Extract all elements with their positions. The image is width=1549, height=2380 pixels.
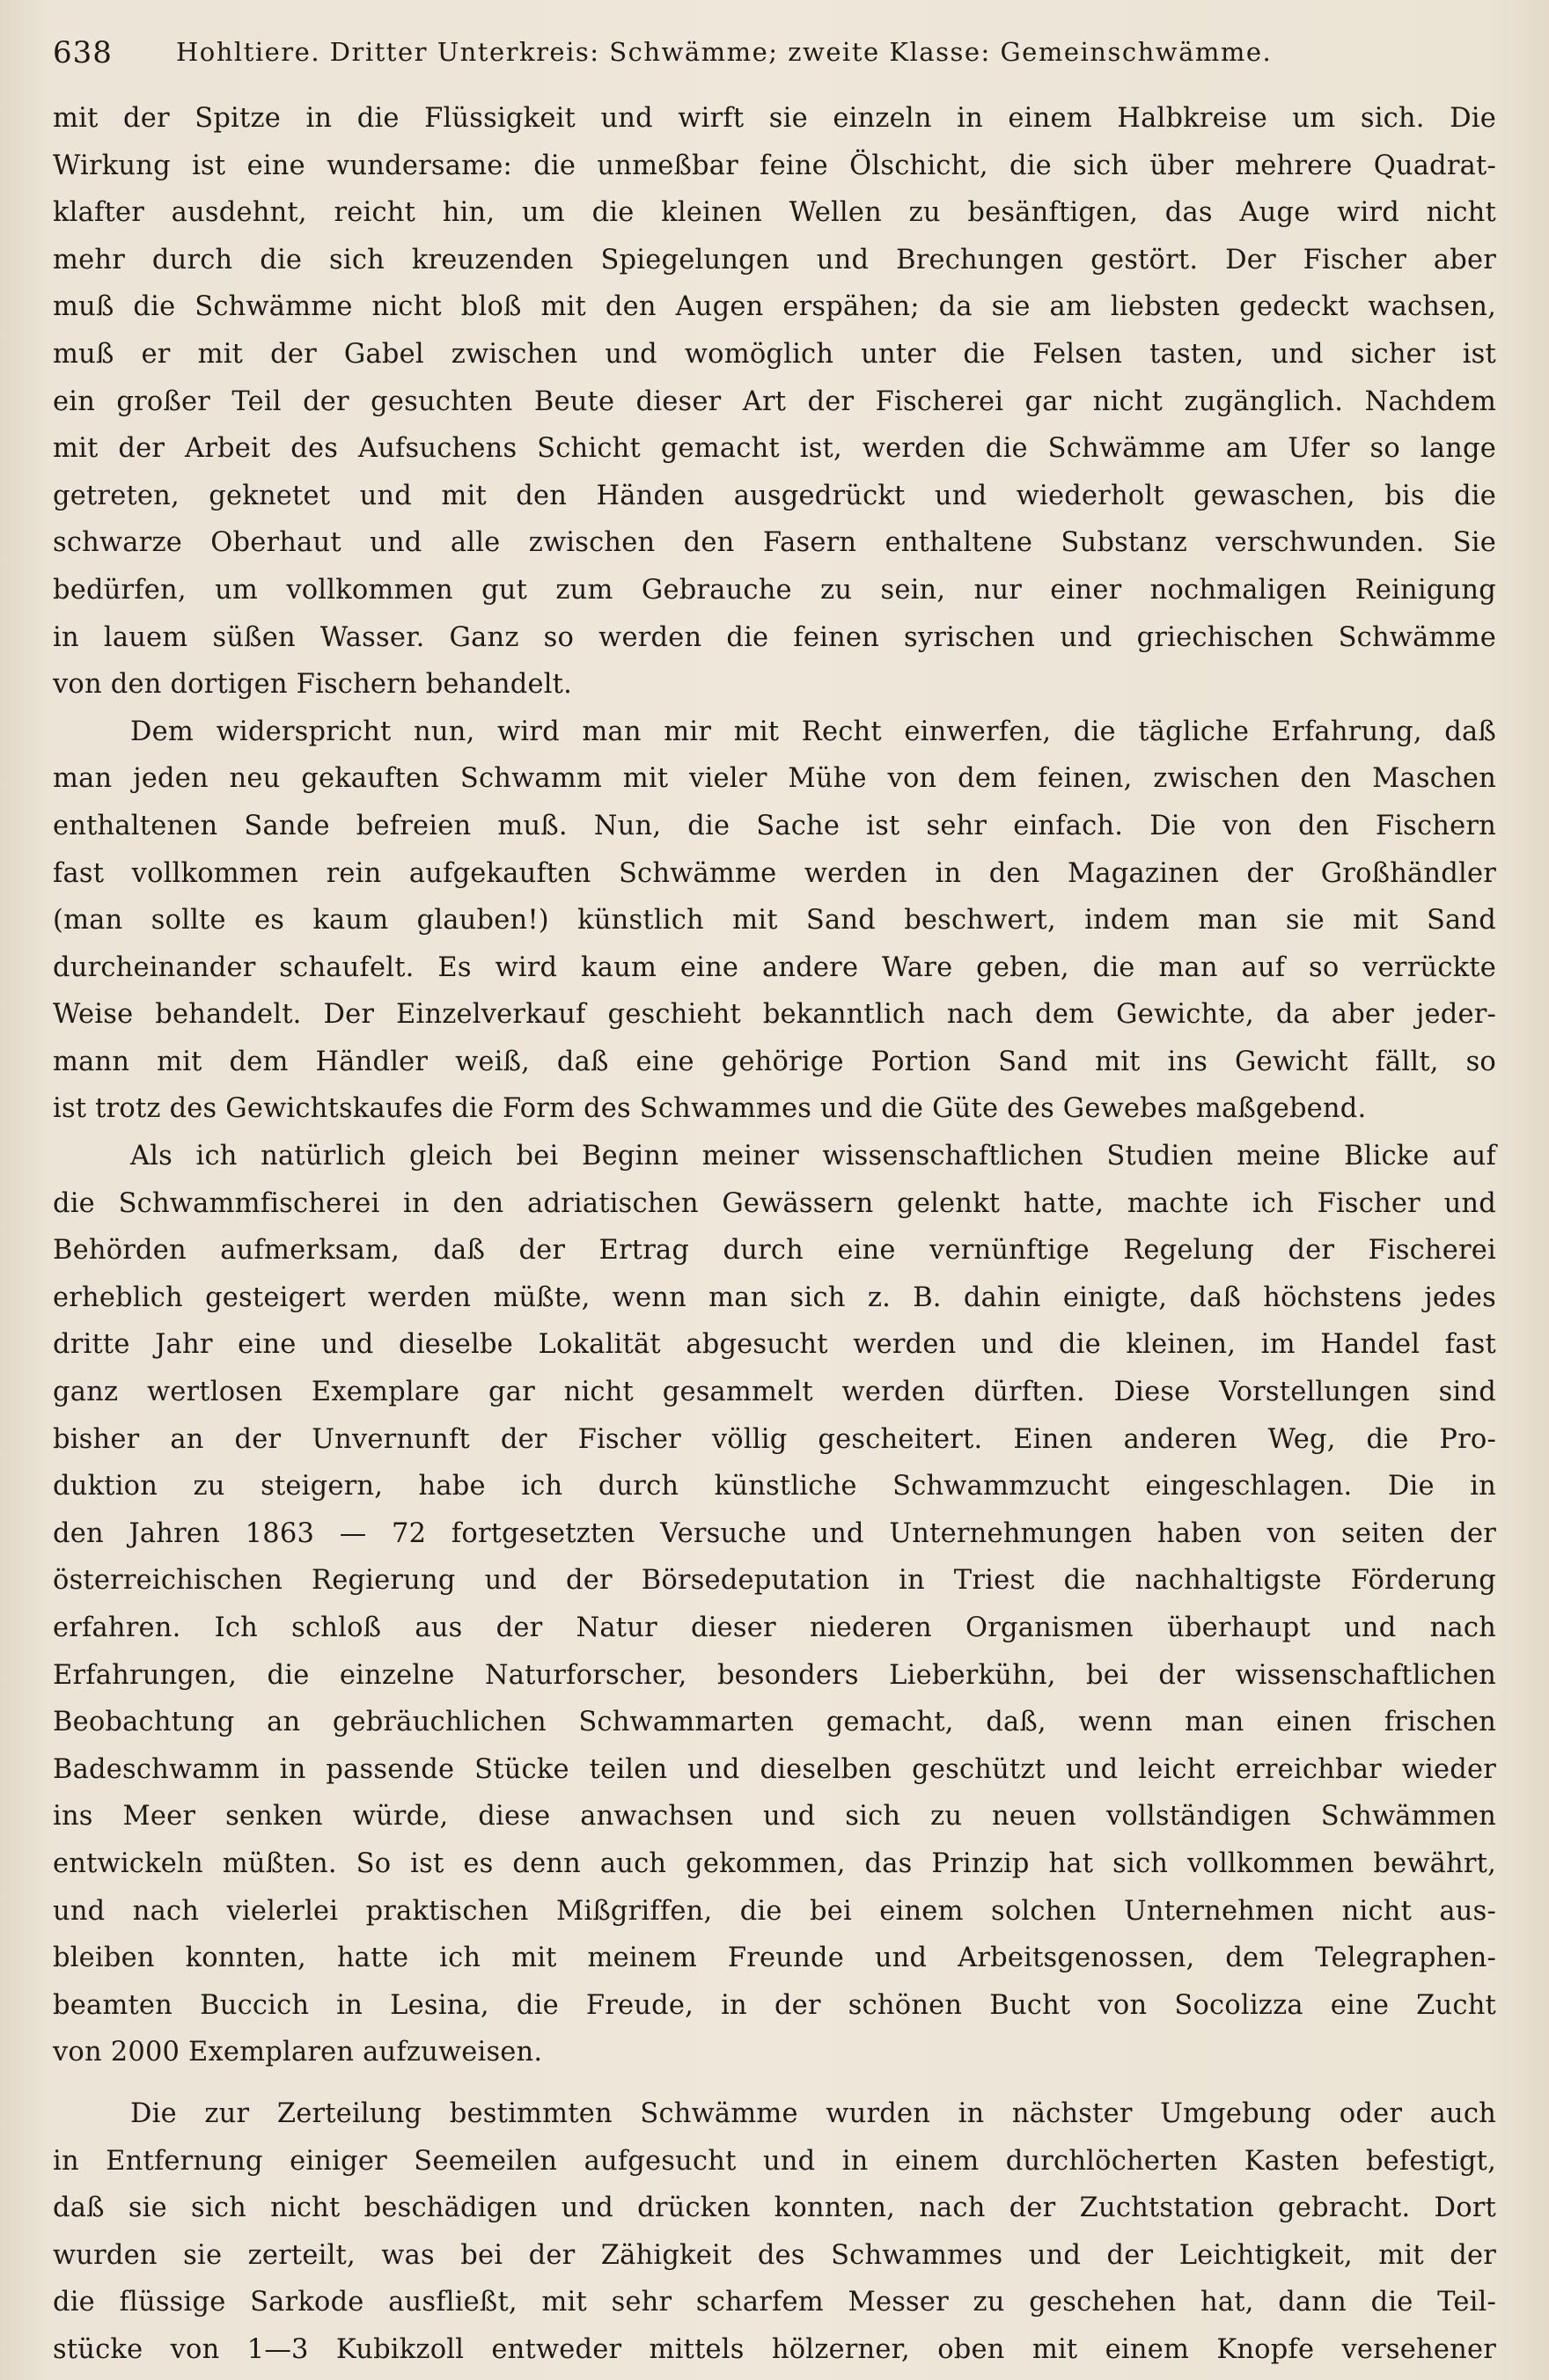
paragraph bbox=[53, 2090, 1496, 2374]
text-line: in lauem süßen Wasser. Ganz so werden die feinen syrischen und griechischen Schwämme bbox=[53, 621, 1496, 653]
text-line: Badeschwamm in passende Stücke teilen und dieselben geschützt und leicht erreichbar wieder bbox=[53, 1753, 1496, 1785]
text-line: mann mit dem Händler weiß, daß eine gehörige Portion Sand mit ins Gewicht fällt, so bbox=[53, 1046, 1496, 1077]
text-line: bisher an der Unvernunft der Fischer völlig gescheitert. Einen anderen Weg, die Pro- bbox=[53, 1423, 1496, 1455]
text-line: und nach vielerlei praktischen Mißgriffen, die bei einem solchen Unternehmen nicht aus- bbox=[53, 1895, 1496, 1927]
text-line: in Entfernung einiger Seemeilen aufgesucht und in einem durchlöcherten Kasten befestigt, bbox=[53, 2145, 1496, 2177]
text-line: enthaltenen Sande befreien muß. Nun, die Sache ist sehr einfach. Die von den Fischern bbox=[53, 810, 1496, 841]
text-line: man jeden neu gekauften Schwamm mit vieler Mühe von dem feinen, zwischen den Maschen bbox=[53, 763, 1496, 795]
text-line: beamten Buccich in Lesina, die Freude, in der schönen Bucht von Socolizza eine Zucht bbox=[53, 1989, 1496, 2021]
page-number: 638 bbox=[53, 35, 113, 70]
text-line: die Schwammfischerei in den adriatischen Gewässern gelenkt hatte, machte ich Fischer und bbox=[53, 1187, 1496, 1219]
text-line: muß die Schwämme nicht bloß mit den Augen erspähen; da sie am liebsten gedeckt wachsen, bbox=[53, 291, 1496, 323]
text-line: die flüssige Sarkode ausfließt, mit sehr scharfem Messer zu geschehen hat, dann die Teil- bbox=[53, 2287, 1496, 2318]
text-line: fast vollkommen rein aufgekauften Schwämme werden in den Magazinen der Großhändler bbox=[53, 857, 1496, 889]
text-line: stücke von 1—3 Kubikzoll entweder mittels hölzerner, oben mit einem Knopfe versehener bbox=[53, 2333, 1496, 2365]
text-line: Behörden aufmerksam, daß der Ertrag durch eine vernünftige Regelung der Fischerei bbox=[53, 1235, 1496, 1267]
text-line: Beobachtung an gebräuchlichen Schwammarten gemacht, daß, wenn man einen frischen bbox=[53, 1707, 1496, 1738]
text-line: mit der Spitze in die Flüssigkeit und wirft sie einzeln in einem Halbkreise um sich. Die bbox=[53, 103, 1496, 134]
text-line: dritte Jahr eine und dieselbe Lokalität abgesucht werden und die kleinen, im Handel fast bbox=[53, 1329, 1496, 1361]
text-line: Erfahrungen, die einzelne Naturforscher, besonders Lieberkühn, bei der wissenschaftlichen bbox=[53, 1659, 1496, 1691]
text-line: Weise behandelt. Der Einzelverkauf geschieht bekanntlich nach dem Gewichte, da aber jeder- bbox=[53, 999, 1496, 1031]
text-line: den Jahren 1863 — 72 fortgesetzten Versuche und Unternehmungen haben von seiten der bbox=[53, 1517, 1496, 1549]
text-line: bleiben konnten, hatte ich mit meinem Freunde und Arbeitsgenossen, dem Telegraphen- bbox=[53, 1943, 1496, 1974]
text-line: Die zur Zerteilung bestimmten Schwämme wurden in nächster Umgebung oder auch bbox=[130, 2097, 1496, 2129]
text-line: durcheinander schaufelt. Es wird kaum eine andere Ware geben, die man auf so verrückte bbox=[53, 951, 1496, 983]
text-line: ist trotz des Gewichtskaufes die Form des Schwammes und die Güte des Gewebes maßgebend. bbox=[53, 1093, 1367, 1125]
text-line: entwickeln müßten. So ist es denn auch gekommen, das Prinzip hat sich vollkommen bewährt, bbox=[53, 1847, 1496, 1879]
text-line: österreichischen Regierung und der Börsedeputation in Triest die nachhaltigste Förderung bbox=[53, 1565, 1496, 1597]
text-line: von 2000 Exemplaren aufzuweisen. bbox=[53, 2037, 543, 2068]
text-line: muß er mit der Gabel zwischen und womöglich unter die Felsen tasten, und sicher ist bbox=[53, 338, 1496, 370]
text-line: von den dortigen Fischern behandelt. bbox=[53, 669, 573, 701]
text-line: getreten, geknetet und mit den Händen ausgedrückt und wiederholt gewaschen, bis die bbox=[53, 480, 1496, 511]
paragraph bbox=[53, 95, 1496, 709]
text-line: bedürfen, um vollkommen gut zum Gebrauche zu sein, nur einer nochmaligen Reinigung bbox=[53, 574, 1496, 606]
text-line: klafter ausdehnt, reicht hin, um die kleinen Wellen zu besänftigen, das Auge wird nicht bbox=[53, 197, 1496, 229]
text-line: ein großer Teil der gesuchten Beute dieser Art der Fischerei gar nicht zugänglich. Nachdem bbox=[53, 386, 1496, 417]
text-line: erheblich gesteigert werden müßte, wenn man sich z. B. dahin einigte, daß höchstens jedes bbox=[53, 1282, 1496, 1313]
paragraph-gap bbox=[53, 2076, 1496, 2090]
text-line: wurden sie zerteilt, was bei der Zähigkeit des Schwammes und der Leichtigkeit, mit der bbox=[53, 2239, 1496, 2271]
text-line: ins Meer senken würde, diese anwachsen und sich zu neuen vollständigen Schwämmen bbox=[53, 1801, 1496, 1833]
text-line: daß sie sich nicht beschädigen und drücken konnten, nach der Zuchtstation gebracht. Dort bbox=[53, 2193, 1496, 2224]
text-line: Als ich natürlich gleich bei Beginn meiner wissenschaftlichen Studien meine Blicke auf bbox=[130, 1141, 1496, 1172]
text-line: (man sollte es kaum glauben!) künstlich mit Sand beschwert, indem man sie mit Sand bbox=[53, 905, 1496, 937]
running-head: Hohltiere. Dritter Unterkreis: Schwämme; zweite Klasse: Gemeinschwämme. bbox=[176, 37, 1273, 67]
paragraph bbox=[53, 1133, 1496, 2076]
text-line: erfahren. Ich schloß aus der Natur dieser niederen Organismen überhaupt und nach bbox=[53, 1612, 1496, 1643]
paragraph bbox=[53, 709, 1496, 1133]
text-line: Dem widerspricht nun, wird man mir mit Recht einwerfen, die tägliche Erfahrung, daß bbox=[130, 716, 1496, 747]
text-line: mit der Arbeit des Aufsuchens Schicht gemacht ist, werden die Schwämme am Ufer so lange bbox=[53, 433, 1496, 465]
body-text bbox=[53, 95, 1496, 2374]
page-header bbox=[53, 30, 1496, 83]
text-line: duktion zu steigern, habe ich durch künstliche Schwammzucht eingeschlagen. Die in bbox=[53, 1471, 1496, 1502]
text-line: Wirkung ist eine wundersame: die unmeßbar feine Ölschicht, die sich über mehrere Quadrat- bbox=[53, 150, 1496, 181]
text-line: schwarze Oberhaut und alle zwischen den Fasern enthaltene Substanz verschwunden. Sie bbox=[53, 527, 1496, 559]
text-line: ganz wertlosen Exemplare gar nicht gesammelt werden dürften. Diese Vorstellungen sind bbox=[53, 1377, 1496, 1408]
text-line: mehr durch die sich kreuzenden Spiegelungen und Brechungen gestört. Der Fischer aber bbox=[53, 244, 1496, 275]
